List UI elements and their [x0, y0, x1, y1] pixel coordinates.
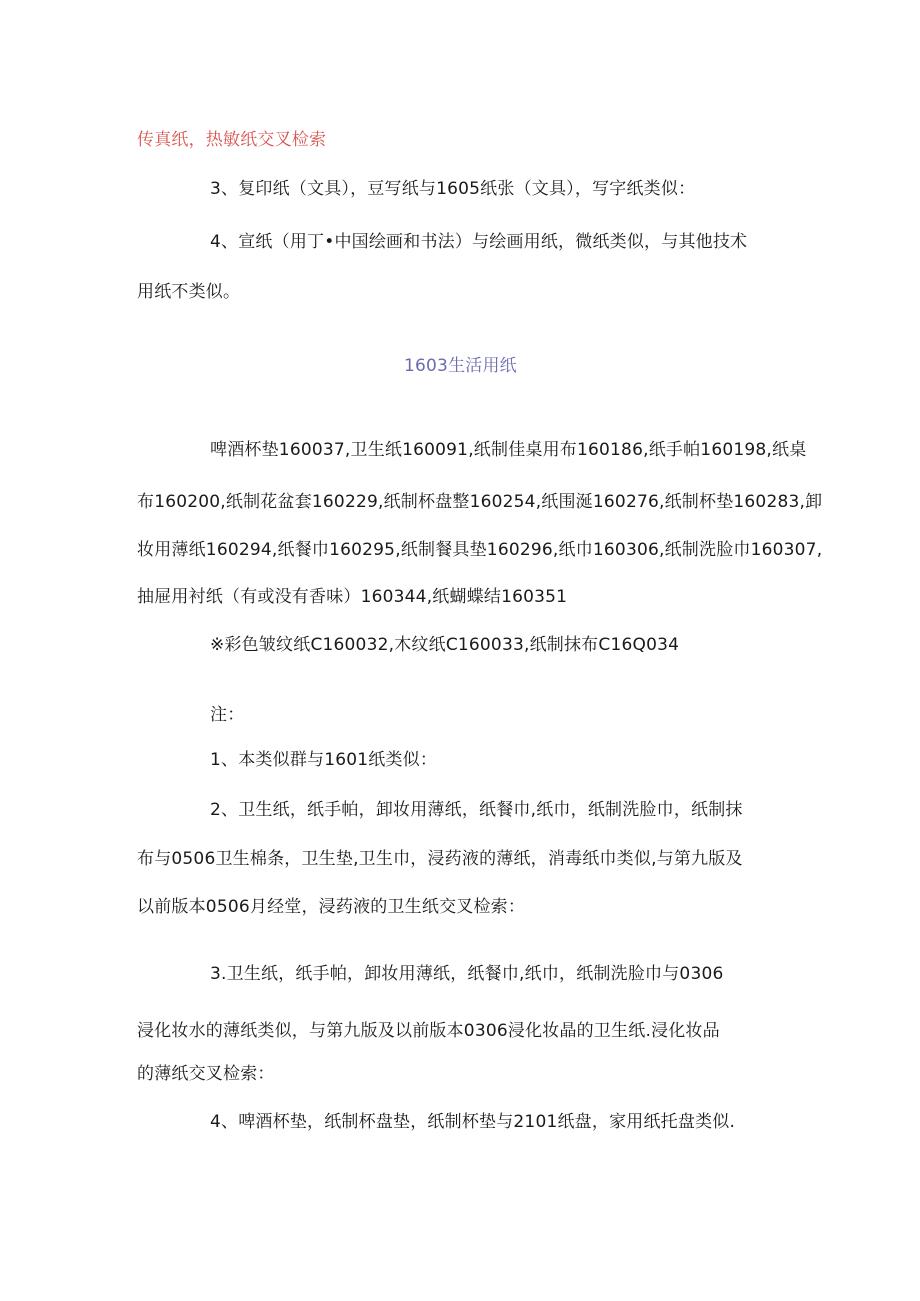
paragraph-4-line-1: 4、宣纸（用丁•中国绘画和书法）与绘画用纸，微纸类似，与其他技术: [210, 232, 748, 252]
items-line-4: 抽屉用衬纸（有或没有香味）160344,纸蝴蝶结160351: [137, 587, 568, 607]
note-1: 1、本类似群与1601纸类似：: [210, 750, 438, 770]
items-line-1: 啤酒杯垫160037,卫生纸160091,纸制佳桌用布160186,纸手帕160198,纸桌: [210, 440, 807, 460]
note-label: 注：: [210, 705, 245, 725]
note-2-line-3: 以前版本0506月经堂，浸药液的卫生纸交叉检索：: [137, 897, 526, 917]
special-items: ※彩色皱纹纸C160032,木纹纸C160033,纸制抹布C16Q034: [210, 635, 680, 655]
note-2-line-2: 布与0506卫生棉条，卫生垫,卫生巾，浸药液的薄纸，消毒纸巾类似,与第九版及: [137, 849, 743, 869]
items-line-2: 布160200,纸制花盆套160229,纸制杯盘整160254,纸围涎160276,纸制杯垫160283,卸: [137, 492, 823, 512]
section-heading: 1603生活用纸: [404, 356, 517, 376]
cross-search-line: 传真纸，热敏纸交叉检索: [137, 130, 327, 150]
note-3-line-2: 浸化妆水的薄纸类似，与第九版及以前版本0306浸化妆晶的卫生纸.浸化妆品: [137, 1021, 720, 1041]
note-3-line-1: 3.卫生纸，纸手帕，卸妆用薄纸，纸餐巾,纸巾，纸制洗脸巾与0306: [210, 964, 724, 984]
paragraph-3: 3、复印纸（文具），豆写纸与1605纸张（文具），写字纸类似：: [210, 179, 696, 199]
paragraph-4-line-2: 用纸不类似。: [137, 282, 241, 302]
items-line-3: 妆用薄纸160294,纸餐巾160295,纸制餐具垫160296,纸巾160306,纸制洗脸巾160307,: [137, 540, 823, 560]
note-4: 4、啤酒杯垫，纸制杯盘垫，纸制杯垫与2101纸盘，家用纸托盘类似.: [210, 1112, 736, 1132]
note-2-line-1: 2、卫生纸，纸手帕，卸妆用薄纸，纸餐巾,纸巾，纸制洗脸巾，纸制抹: [210, 800, 743, 820]
note-3-line-3: 的薄纸交叉检索：: [137, 1064, 275, 1084]
